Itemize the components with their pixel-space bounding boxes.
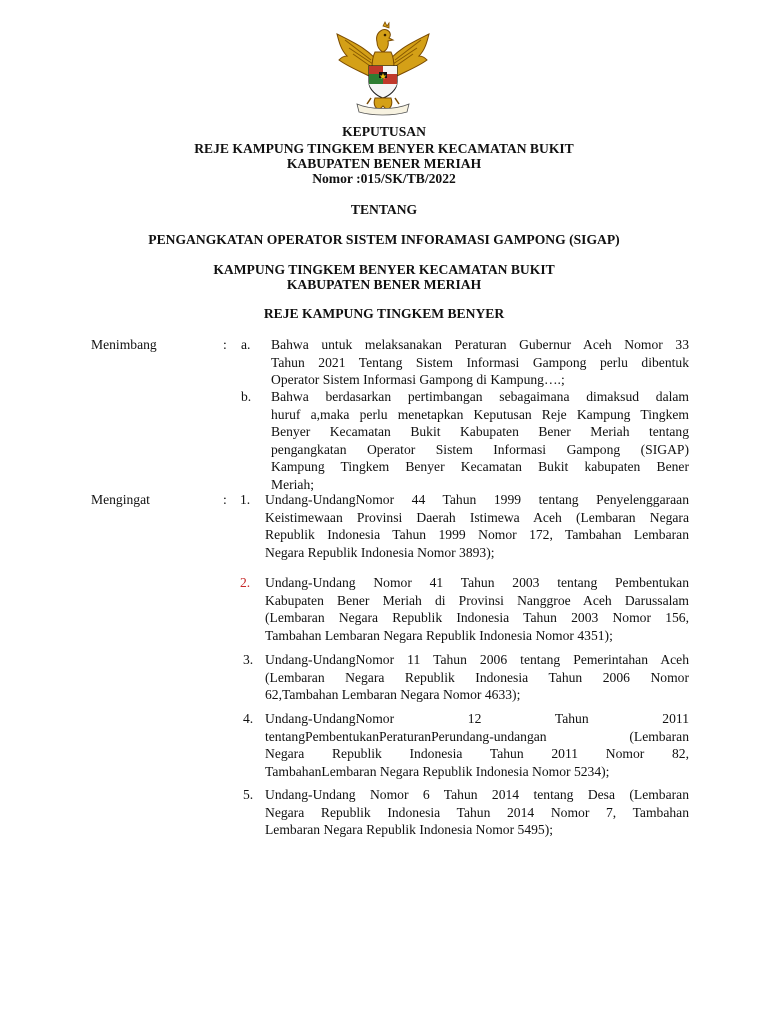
menimbang-colon: : bbox=[223, 337, 227, 352]
text-line: tentangPembentukanPeraturanPerundang-undangan (Lembaran bbox=[265, 728, 689, 744]
village-regency-title: KABUPATEN BENER MERIAH bbox=[286, 277, 482, 292]
menimbang-item-b bbox=[271, 388, 689, 493]
text-line: Benyer Kecamatan Bukit Kabupaten Bener Meriah tentang bbox=[271, 424, 689, 439]
text-line: Bahwa berdasarkan pertimbangan sebagaimana dimaksud dalam bbox=[271, 389, 689, 404]
mengingat-colon: : bbox=[223, 492, 227, 507]
text-line: Meriah; bbox=[271, 476, 315, 492]
text-line: 62,Tambahan Lembaran Negara Nomor 4633); bbox=[265, 687, 521, 702]
regency-title: KABUPATEN BENER MERIAH bbox=[286, 156, 482, 171]
text-line: Keistimewaan Provinsi Daerah Istimewa Aceh (Lembaran Negara bbox=[265, 509, 689, 525]
mengingat-marker-3: 3. bbox=[243, 652, 254, 667]
text-line: pengangkatan Operator Sistem Informasi Gampong (SIGAP) bbox=[271, 441, 689, 457]
menimbang-marker-a: a. bbox=[241, 337, 251, 352]
text-line: Bahwa untuk melaksanakan Peraturan Gubernur Aceh Nomor 33 bbox=[271, 337, 689, 352]
text-line: TambahanLembaran Negara Republik Indonesia Nomor 5234); bbox=[265, 763, 610, 779]
menimbang-item-a bbox=[271, 336, 689, 389]
mengingat-item-5 bbox=[265, 786, 689, 839]
text-line: (Lembaran Negara Republik Indonesia Tahun 2006 Nomor bbox=[265, 669, 689, 685]
decree-subject: PENGANGKATAN OPERATOR SISTEM INFORAMASI GAMPONG (SIGAP) bbox=[148, 232, 620, 247]
mengingat-marker-4: 4. bbox=[243, 711, 254, 726]
text-line: Tahun 2021 Tentang Sistem Informasi Gampong perlu dibentuk bbox=[271, 354, 689, 370]
text-line: Undang-UndangNomor 12 Tahun 2011 bbox=[265, 711, 689, 726]
mengingat-marker-5: 5. bbox=[243, 787, 254, 802]
text-line: Negara Republik Indonesia Tahun 2014 Nomor 7, Tambahan bbox=[265, 804, 689, 820]
mengingat-label: Mengingat bbox=[91, 492, 150, 507]
authority-title: REJE KAMPUNG TINGKEM BENYER bbox=[263, 306, 505, 321]
decree-number: Nomor :015/SK/TB/2022 bbox=[312, 171, 456, 186]
text-line: huruf a,maka perlu menetapkan Keputusan Reje Kampung Tingkem bbox=[271, 406, 689, 422]
text-line: Kabupaten Bener Meriah di Provinsi Nanggroe Aceh Darussalam bbox=[265, 592, 689, 608]
text-line: Undang-Undang Nomor 41 Tahun 2003 tentang Pembentukan bbox=[265, 575, 689, 590]
text-line: Negara Republik Indonesia Nomor 3893); bbox=[265, 544, 495, 560]
menimbang-marker-b: b. bbox=[241, 389, 252, 404]
text-line: Operator Sistem Informasi Gampong di Kampung….; bbox=[271, 372, 565, 387]
mengingat-marker-2: 2. bbox=[240, 575, 251, 590]
text-line: Undang-Undang Nomor 6 Tahun 2014 tentang Desa (Lembaran bbox=[265, 787, 689, 802]
text-line: Undang-UndangNomor 44 Tahun 1999 tentang Penyelenggaraan bbox=[265, 492, 689, 507]
text-line: Undang-UndangNomor 11 Tahun 2006 tentang Pemerintahan Aceh bbox=[265, 652, 689, 667]
tentang-heading: TENTANG bbox=[350, 202, 418, 217]
text-line: Tambahan Lembaran Negara Republik Indonesia Nomor 4351); bbox=[265, 627, 613, 643]
text-line: Kampung Tingkem Benyer Kecamatan Bukit kabupaten Bener bbox=[271, 459, 689, 474]
text-line: Negara Republik Indonesia Tahun 2011 Nomor 82, bbox=[265, 746, 689, 761]
mengingat-item-3 bbox=[265, 651, 689, 704]
mengingat-item-2 bbox=[265, 574, 689, 644]
doc-type-title: KEPUTUSAN bbox=[342, 124, 426, 139]
garuda-emblem-icon bbox=[331, 20, 435, 116]
text-line: Republik Indonesia Tahun 1999 Nomor 172, Tambahan Lembaran bbox=[265, 527, 689, 542]
mengingat-item-4 bbox=[265, 710, 689, 780]
mengingat-marker-1: 1. bbox=[240, 492, 251, 507]
village-title: KAMPUNG TINGKEM BENYER KECAMATAN BUKIT bbox=[213, 262, 555, 277]
text-line: Lembaran Negara Republik Indonesia Nomor 5495); bbox=[265, 822, 554, 837]
issuer-title: REJE KAMPUNG TINGKEM BENYER KECAMATAN BUKIT bbox=[194, 141, 574, 156]
menimbang-label: Menimbang bbox=[91, 337, 157, 352]
text-line: (Lembaran Negara Republik Indonesia Tahun 2003 Nomor 156, bbox=[265, 610, 689, 625]
mengingat-item-1 bbox=[265, 491, 689, 561]
